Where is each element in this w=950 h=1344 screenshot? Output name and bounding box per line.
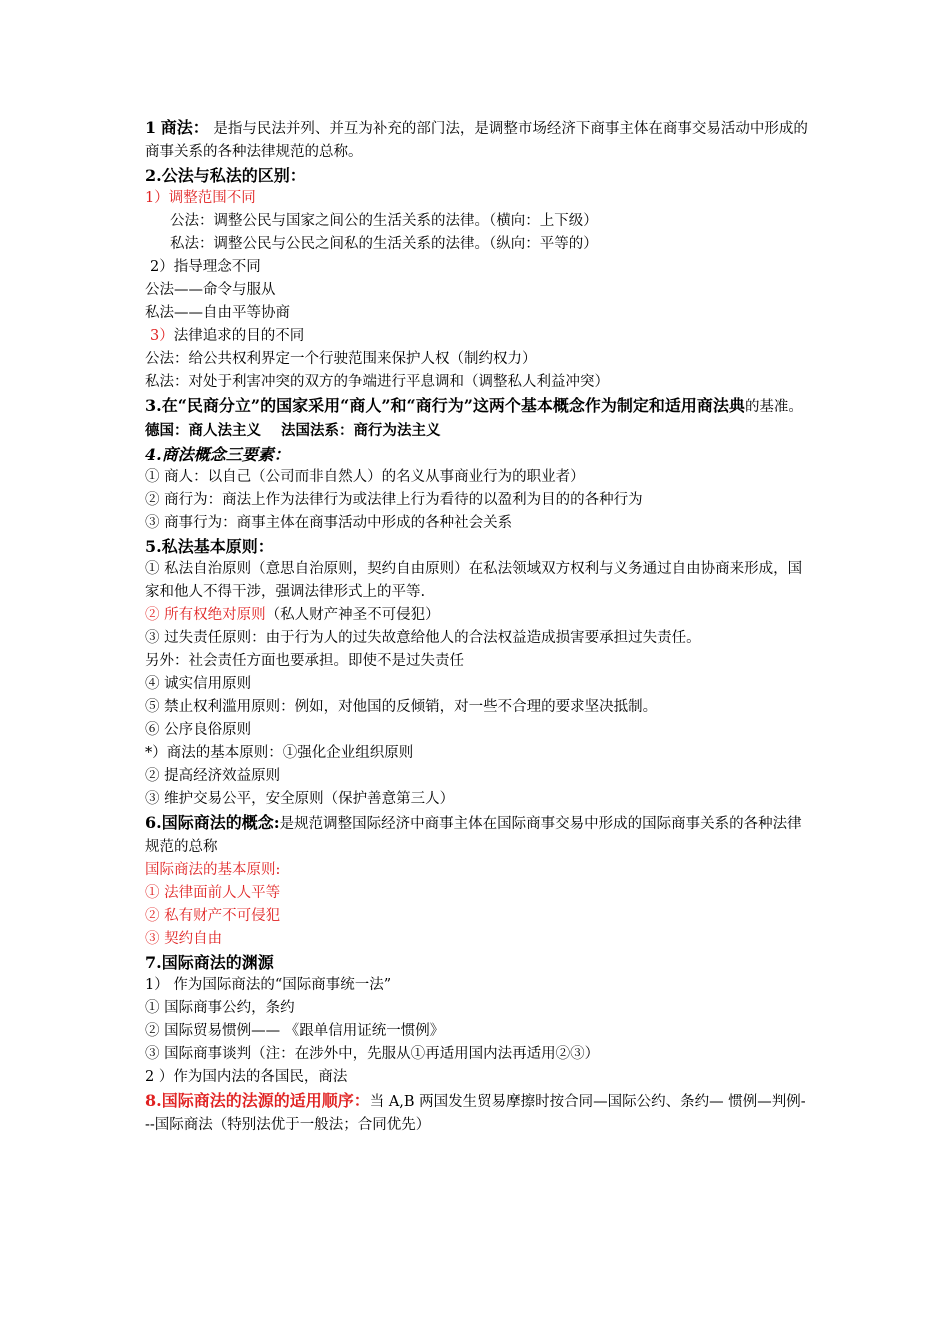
section-6-title: 6.国际商法的概念: <box>145 813 280 832</box>
section-4-item-3: ③ 商事行为：商事主体在商事活动中形成的各种社会关系 <box>145 515 513 531</box>
commercial-principle-1: *）商法的基本原则：①强化企业组织原则 <box>145 745 414 761</box>
section-2-point-3 <box>145 325 810 348</box>
section-7-title: 7.国际商法的渊源 <box>145 953 274 972</box>
section-6 <box>145 811 810 859</box>
section-2-point-3-text: 法律追求的目的不同 <box>173 328 305 344</box>
section-5-item-3: ③ 过失责任原则：由于行为人的过失故意给他人的合法权益造成损害要承担过失责任。 <box>145 630 701 646</box>
section-6-principle-1: ① 法律面前人人平等 <box>145 885 281 901</box>
public-law-scope: 公法：调整公民与国家之间公的生活关系的法律。（横向：上下级） <box>170 213 598 229</box>
section-5-item-6: ⑥ 公序良俗原则 <box>145 722 252 738</box>
section-2-point-3-number: 3） <box>150 328 174 344</box>
section-5-item-1: ① 私法自治原则（意思自治原则，契约自由原则）在私法领域双方权利与义务通过自由协商来形成，国家和他人不得干涉，强调法律形式上的平等. <box>145 561 803 600</box>
section-6-principle-2: ② 私有财产不可侵犯 <box>145 908 281 924</box>
public-law-purpose: 公法：给公共权利界定一个行驶范围来保护人权（制约权力） <box>145 351 537 367</box>
section-1-title: 商法： <box>160 118 209 137</box>
section-5-item-4: ④ 诚实信用原则 <box>145 676 252 692</box>
document-body <box>145 116 810 1137</box>
public-law-idea: 公法——命令与服从 <box>145 282 276 298</box>
france-note: 法国法系：商行为法主义 <box>281 422 441 439</box>
section-5-item-2 <box>145 604 810 627</box>
section-7-item-2: ② 国际贸易惯例—— 《跟单信用证统一惯例》 <box>145 1023 445 1039</box>
section-1-text: 是指与民法并列、并互为补充的部门法，是调整市场经济下商事主体在商事交易活动中形成的商事关系的各种法律规范的总称。 <box>145 121 808 160</box>
section-6-principle-3: ③ 契约自由 <box>145 931 223 947</box>
section-7-point-1: 1） 作为国际商法的“国际商事统一法” <box>145 977 392 993</box>
private-law-scope: 私法：调整公民与公民之间私的生活关系的法律。（纵向：平等的） <box>170 236 598 252</box>
section-4-item-2: ② 商行为：商法上作为法律行为或法律上行为看待的以盈利为目的的各种行为 <box>145 492 643 508</box>
section-8-title: 8.国际商法的法源的适用顺序： <box>145 1091 370 1110</box>
section-5-item-2-note: （私人财产神圣不可侵犯） <box>265 607 440 623</box>
private-law-purpose: 私法：对处于利害冲突的双方的争端进行平息调和（调整私人利益冲突） <box>145 374 609 390</box>
section-5-title: 5.私法基本原则： <box>145 537 274 556</box>
section-6-subtitle: 国际商法的基本原则: <box>145 862 281 878</box>
section-5-item-2-red: ② 所有权绝对原则 <box>145 607 266 623</box>
section-2-point-2: 2）指导理念不同 <box>150 259 261 275</box>
section-8-text: 当 A,B 两国发生贸易摩擦时按合同—国际公约、条约— 惯例—判例---国际商法（特别法优于一般法；合同优先） <box>145 1094 806 1133</box>
commercial-principle-3: ③ 维护交易公平，安全原则（保护善意第三人） <box>145 791 455 807</box>
section-5-item-3b: 另外：社会责任方面也要承担。即使不是过失责任 <box>145 653 464 669</box>
section-5-item-5: ⑤ 禁止权利滥用原则：例如，对他国的反倾销，对一些不合理的要求坚决抵制。 <box>145 699 658 715</box>
section-4-title: 4.商法概念三要素： <box>145 445 290 464</box>
section-1-number: 1 <box>145 118 157 137</box>
private-law-idea: 私法——自由平等协商 <box>145 305 290 321</box>
section-4-item-1: ① 商人：以自己（公司而非自然人）的名义从事商业行为的职业者） <box>145 469 585 485</box>
section-3-bold: 3.在“民商分立”的国家采用“商人”和“商行为”这两个基本概念作为制定和适用商法典 <box>145 396 745 415</box>
section-6-text: 是规范调整国际经济中商事主体在国际商事交易中形成的国际商事关系的各种法律规范的总称 <box>145 816 802 855</box>
germany-note: 德国：商人法主义 <box>145 422 261 439</box>
section-3-normal: 的基准。 <box>744 399 803 415</box>
section-2-point-1: 1）调整范围不同 <box>145 190 256 206</box>
section-1 <box>145 116 810 164</box>
section-7-item-1: ① 国际商事公约，条约 <box>145 1000 295 1016</box>
section-8 <box>145 1089 810 1137</box>
section-3 <box>145 394 810 443</box>
section-7-point-2: 2 ）作为国内法的各国民，商法 <box>145 1069 348 1085</box>
section-2-title: 2.公法与私法的区别： <box>145 166 306 185</box>
section-7-item-3: ③ 国际商事谈判（注：在涉外中，先服从①再适用国内法再适用②③） <box>145 1046 600 1062</box>
commercial-principle-2: ② 提高经济效益原则 <box>145 768 281 784</box>
